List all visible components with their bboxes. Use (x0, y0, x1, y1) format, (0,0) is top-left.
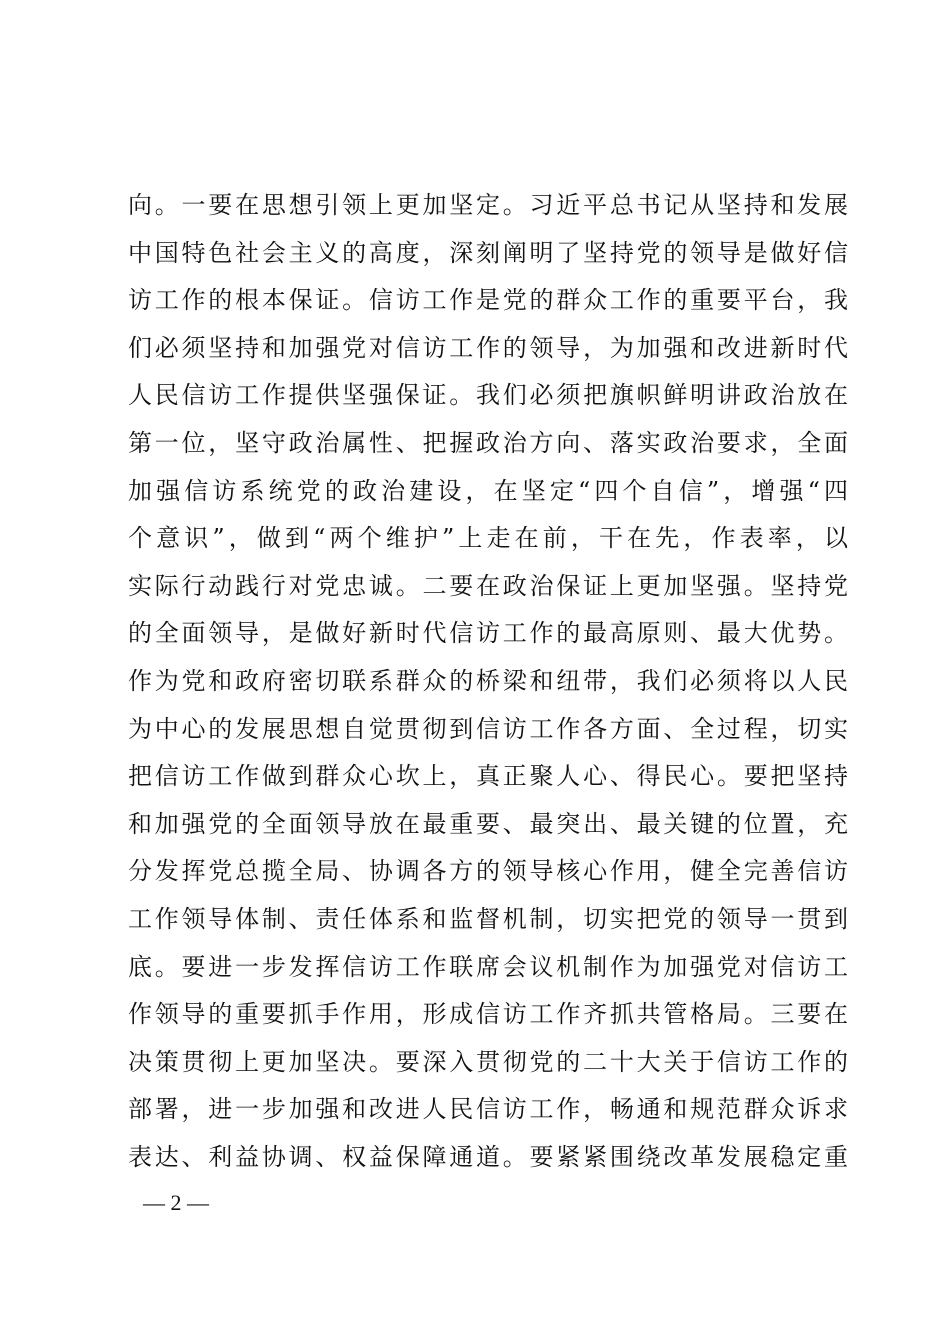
body-paragraph (128, 182, 848, 1181)
text-line: 加强信访系统党的政治建设，在坚定“四个自信”，增强“四 (128, 476, 848, 505)
text-line: 的全面领导，是做好新时代信访工作的最高原则、最大优势。 (128, 619, 848, 648)
text-line: 部署，进一步加强和改进人民信访工作，畅通和规范群众诉求 (128, 1095, 848, 1124)
text-line: 第一位，坚守政治属性、把握政治方向、落实政治要求，全面 (128, 428, 848, 457)
text-line: 分发挥党总揽全局、协调各方的领导核心作用，健全完善信访 (128, 857, 848, 886)
text-line: 和加强党的全面领导放在最重要、最突出、最关键的位置，充 (128, 809, 848, 838)
text-line: 表达、利益协调、权益保障通道。要紧紧围绕改革发展稳定重 (128, 1142, 848, 1171)
text-line: 作为党和政府密切联系群众的桥梁和纽带，我们必须将以人民 (128, 666, 848, 695)
text-line: 决策贯彻上更加坚决。要深入贯彻党的二十大关于信访工作的 (128, 1047, 848, 1076)
page-number: — 2 — (143, 1190, 209, 1215)
text-line: 们必须坚持和加强党对信访工作的领导，为加强和改进新时代 (128, 333, 848, 362)
text-line: 底。要进一步发挥信访工作联席会议机制作为加强党对信访工 (128, 952, 848, 981)
text-line: 人民信访工作提供坚强保证。我们必须把旗帜鲜明讲政治放在 (128, 381, 848, 410)
text-line: 把信访工作做到群众心坎上，真正聚人心、得民心。要把坚持 (128, 762, 848, 791)
text-line: 作领导的重要抓手作用，形成信访工作齐抓共管格局。三要在 (128, 1000, 848, 1029)
text-line: 向。一要在思想引领上更加坚定。习近平总书记从坚持和发展 (128, 191, 848, 219)
text-line: 访工作的根本保证。信访工作是党的群众工作的重要平台，我 (128, 286, 848, 315)
text-line: 为中心的发展思想自觉贯彻到信访工作各方面、全过程，切实 (128, 714, 848, 743)
text-line: 个意识”，做到“两个维护”上走在前，干在先，作表率，以 (128, 524, 848, 553)
text-line: 实际行动践行对党忠诚。二要在政治保证上更加坚强。坚持党 (128, 571, 848, 600)
text-line: 工作领导体制、责任体系和监督机制，切实把党的领导一贯到 (128, 904, 848, 933)
text-line: 中国特色社会主义的高度，深刻阐明了坚持党的领导是做好信 (128, 238, 848, 267)
